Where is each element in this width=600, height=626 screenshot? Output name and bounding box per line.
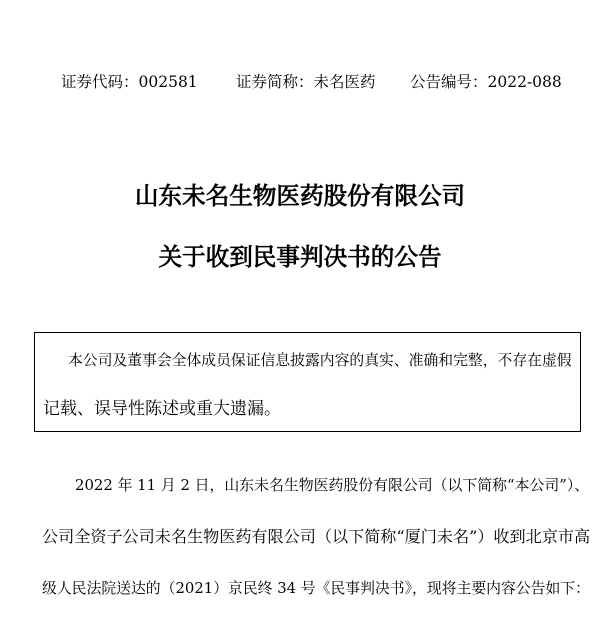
announcement-header (0, 70, 600, 94)
body-paragraph-line-2: 公司全资子公司未名生物医药有限公司（以下简称“厦门未名”）收到北京市高 (42, 527, 591, 546)
announcement-title: 关于收到民事判决书的公告 (158, 243, 442, 271)
body-paragraph-line-1: 2022 年 11 月 2 日，山东未名生物医药股份有限公司（以下简称“本公司”）、 (75, 476, 590, 494)
body-paragraph-line-3: 级人民法院送达的（2021）京民终 34 号《民事判决书》，现将主要内容公告如下： (42, 580, 590, 597)
disclosure-notice-box (34, 332, 581, 432)
stock-code: 证券代码：002581 (61, 73, 198, 91)
announcement-number: 公告编号：2022-088 (410, 73, 562, 91)
notice-line-1: 本公司及董事会全体成员保证信息披露内容的真实、准确和完整，不存在虚假 (68, 352, 572, 369)
stock-abbreviation: 证券简称：未名医药 (236, 73, 376, 91)
company-title: 山东未名生物医药股份有限公司 (134, 182, 466, 210)
notice-line-2: 记载、误导性陈述或重大遗漏。 (43, 399, 281, 419)
